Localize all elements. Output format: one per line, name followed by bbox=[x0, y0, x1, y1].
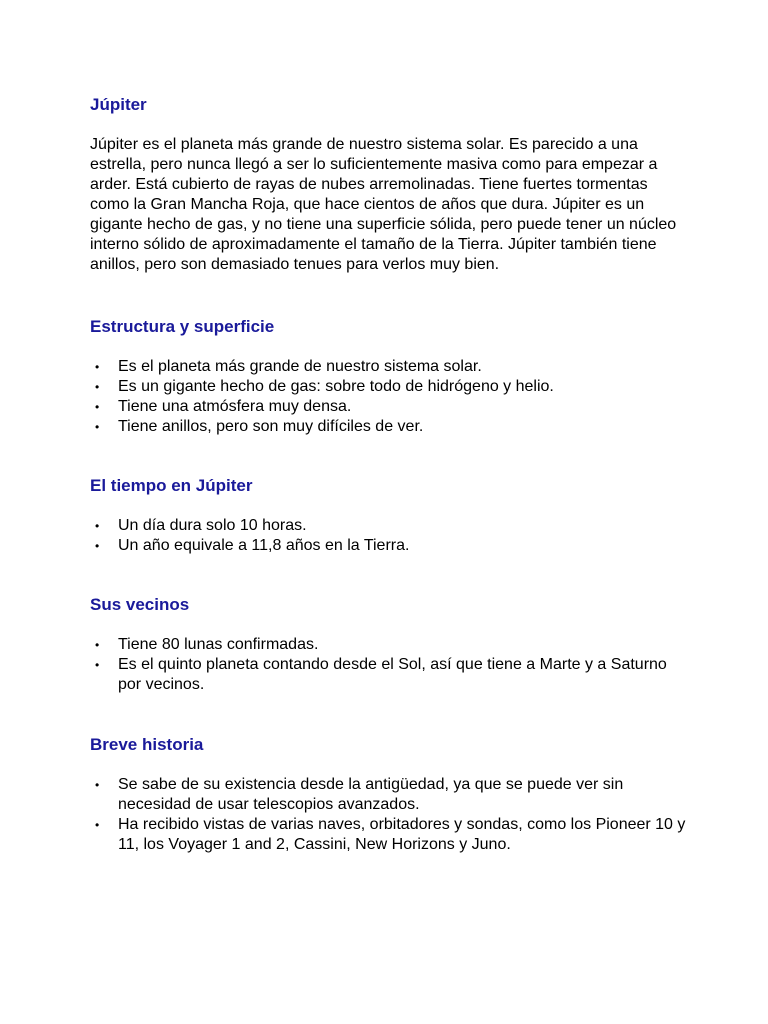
list-item-text: Tiene 80 lunas confirmadas. bbox=[118, 636, 319, 653]
bullet-icon: • bbox=[95, 818, 100, 832]
bullet-icon: • bbox=[95, 360, 100, 374]
section-heading-estructura: Estructura y superficie bbox=[90, 317, 275, 336]
bullet-icon: • bbox=[95, 420, 100, 434]
list-historia bbox=[90, 775, 690, 855]
section-heading-vecinos: Sus vecinos bbox=[90, 595, 190, 614]
section-heading-historia: Breve historia bbox=[90, 735, 204, 754]
list-item-text: Un año equivale a 11,8 años en la Tierra. bbox=[118, 537, 410, 554]
bullet-icon: • bbox=[95, 519, 100, 533]
list-item-text: Es un gigante hecho de gas: sobre todo de hidrógeno y helio. bbox=[118, 378, 554, 395]
list-item-text: Tiene anillos, pero son muy difíciles de ver. bbox=[118, 418, 424, 435]
list-item bbox=[90, 815, 690, 855]
bullet-icon: • bbox=[95, 638, 100, 652]
list-item bbox=[90, 536, 690, 556]
bullet-icon: • bbox=[95, 778, 100, 792]
bullet-icon: • bbox=[95, 539, 100, 553]
list-item bbox=[90, 655, 690, 695]
bullet-icon: • bbox=[95, 380, 100, 394]
list-item bbox=[90, 377, 690, 397]
list-item-text: Un día dura solo 10 horas. bbox=[118, 517, 307, 534]
list-item bbox=[90, 357, 690, 377]
list-estructura bbox=[90, 357, 690, 437]
list-item bbox=[90, 635, 690, 655]
list-tiempo bbox=[90, 516, 690, 556]
list-item bbox=[90, 417, 690, 437]
section-heading-tiempo: El tiempo en Júpiter bbox=[90, 476, 253, 495]
bullet-icon: • bbox=[95, 658, 100, 672]
list-item bbox=[90, 397, 690, 417]
list-item bbox=[90, 516, 690, 536]
list-item-text: Tiene una atmósfera muy densa. bbox=[118, 398, 352, 415]
section-heading-jupiter: Júpiter bbox=[90, 95, 147, 114]
list-item bbox=[90, 775, 690, 815]
list-item-text: Es el planeta más grande de nuestro sistema solar. bbox=[118, 358, 482, 375]
bullet-icon: • bbox=[95, 400, 100, 414]
list-item-text: Ha recibido vistas de varias naves, orbitadores y sondas, como los Pioneer 10 y 11, los Voyager 1 and 2, Cassini, New Horizons y Juno. bbox=[118, 816, 686, 853]
list-vecinos bbox=[90, 635, 690, 695]
list-item-text: Se sabe de su existencia desde la antigüedad, ya que se puede ver sin necesidad de usar telescopios avanzados. bbox=[118, 776, 624, 813]
intro-paragraph: Júpiter es el planeta más grande de nuestro sistema solar. Es parecido a una estrella, pero nunca llegó a ser lo suficientemente masiva como para empezar a arder. Está cubierto de rayas de nubes arremolinadas. Tiene fuertes tormentas como la Gran Mancha Roja, que hace cientos de años que dura. Júpiter es un gigante hecho de gas, y no tiene una superficie sólida, pero puede tener un núcleo interno sólido de aproximadamente el tamaño de la Tierra. Júpiter también tiene anillos, pero son demasiado tenues para verlos muy bien. bbox=[90, 136, 677, 273]
list-item-text: Es el quinto planeta contando desde el Sol, así que tiene a Marte y a Saturno por vecinos. bbox=[118, 656, 667, 693]
